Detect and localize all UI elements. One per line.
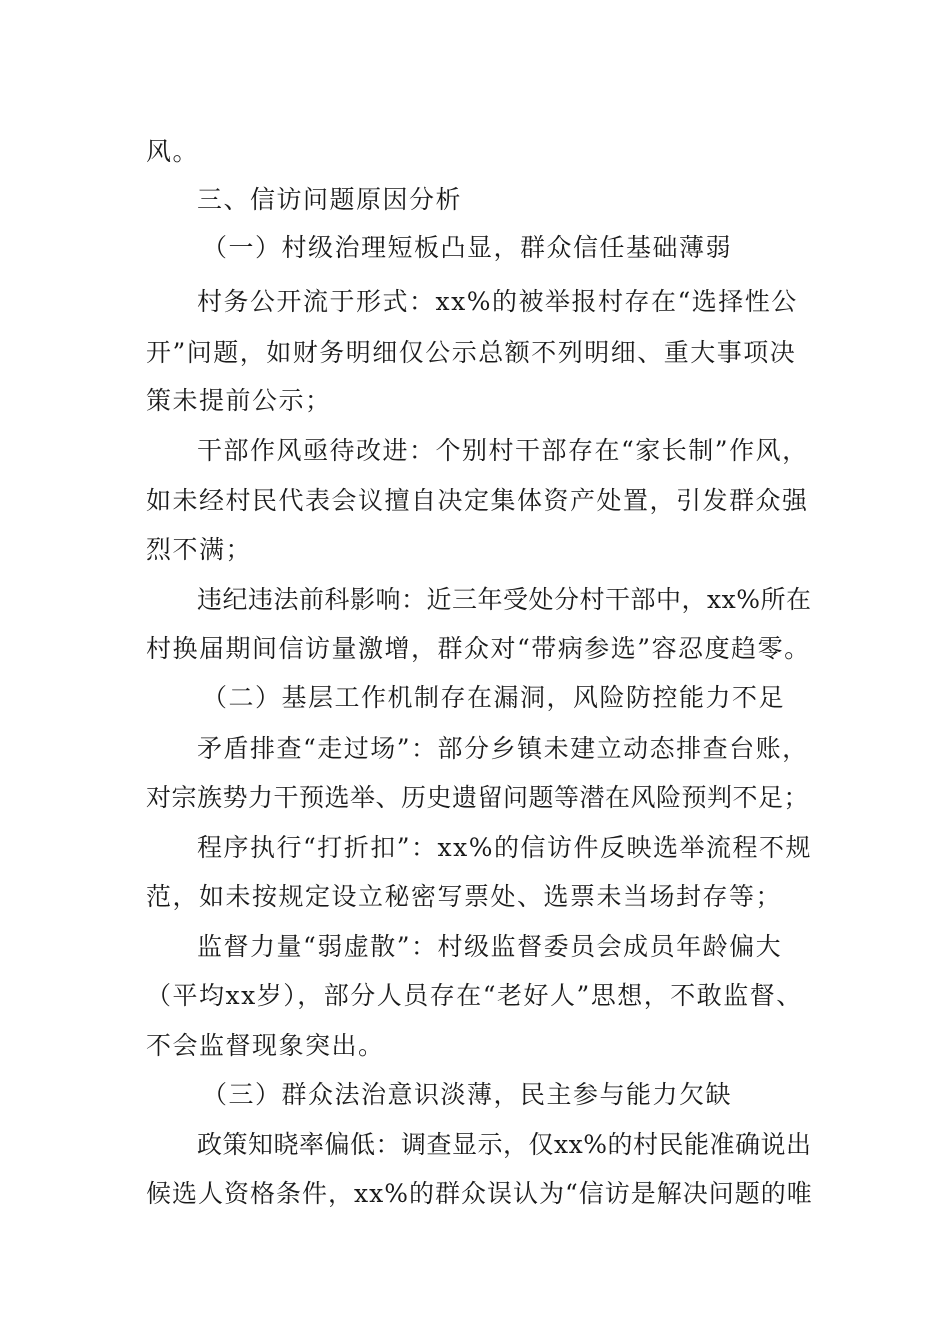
paragraph-line: 不会监督现象突出。 [146,1031,385,1060]
paragraph-line: 矛盾排查“走过场”：部分乡镇未建立动态排查台账， [197,734,809,763]
paragraph-line: 村换届期间信访量激增，群众对“带病参选”容忍度趋零。 [146,634,811,663]
paragraph-line: 如未经村民代表会议擅自决定集体资产处置，引发群众强 [146,486,809,515]
paragraph-line: 对宗族势力干预选举、历史遗留问题等潜在风险预判不足； [146,783,810,812]
paragraph-line: 烈不满； [146,535,253,564]
section-heading: 三、信访问题原因分析 [197,185,463,214]
paragraph-line: （平均xx岁），部分人员存在“老好人”思想，不敢监督、 [146,981,803,1010]
paragraph-line: 程序执行“打折扣”：xx%的信访件反映选举流程不规 [197,833,813,862]
paragraph-line: 策未提前公示； [146,386,332,415]
paragraph-line: 开”问题，如财务明细仅公示总额不列明细、重大事项决 [146,338,797,367]
paragraph-line: 风。 [146,137,200,166]
paragraph-line: 干部作风亟待改进：个别村干部存在“家长制”作风， [197,436,809,465]
paragraph-line: 村务公开流于形式：xx%的被举报村存在“选择性公 [197,287,798,316]
paragraph-line: 违纪违法前科影响：近三年受处分村干部中，xx%所在 [197,585,812,614]
subsection-heading: （一）村级治理短板凸显，群众信任基础薄弱 [202,233,733,262]
paragraph-line: 监督力量“弱虚散”：村级监督委员会成员年龄偏大 [197,932,783,961]
paragraph-line: 范，如未按规定设立秘密写票处、选票未当场封存等； [146,882,783,911]
paragraph-line: 政策知晓率偏低：调查显示，仅xx%的村民能准确说出 [197,1130,812,1159]
paragraph-line: 候选人资格条件，xx%的群众误认为“信访是解决问题的唯 [146,1179,813,1208]
subsection-heading: （三）群众法治意识淡薄，民主参与能力欠缺 [202,1080,733,1109]
subsection-heading: （二）基层工作机制存在漏洞，风险防控能力不足 [202,683,786,712]
